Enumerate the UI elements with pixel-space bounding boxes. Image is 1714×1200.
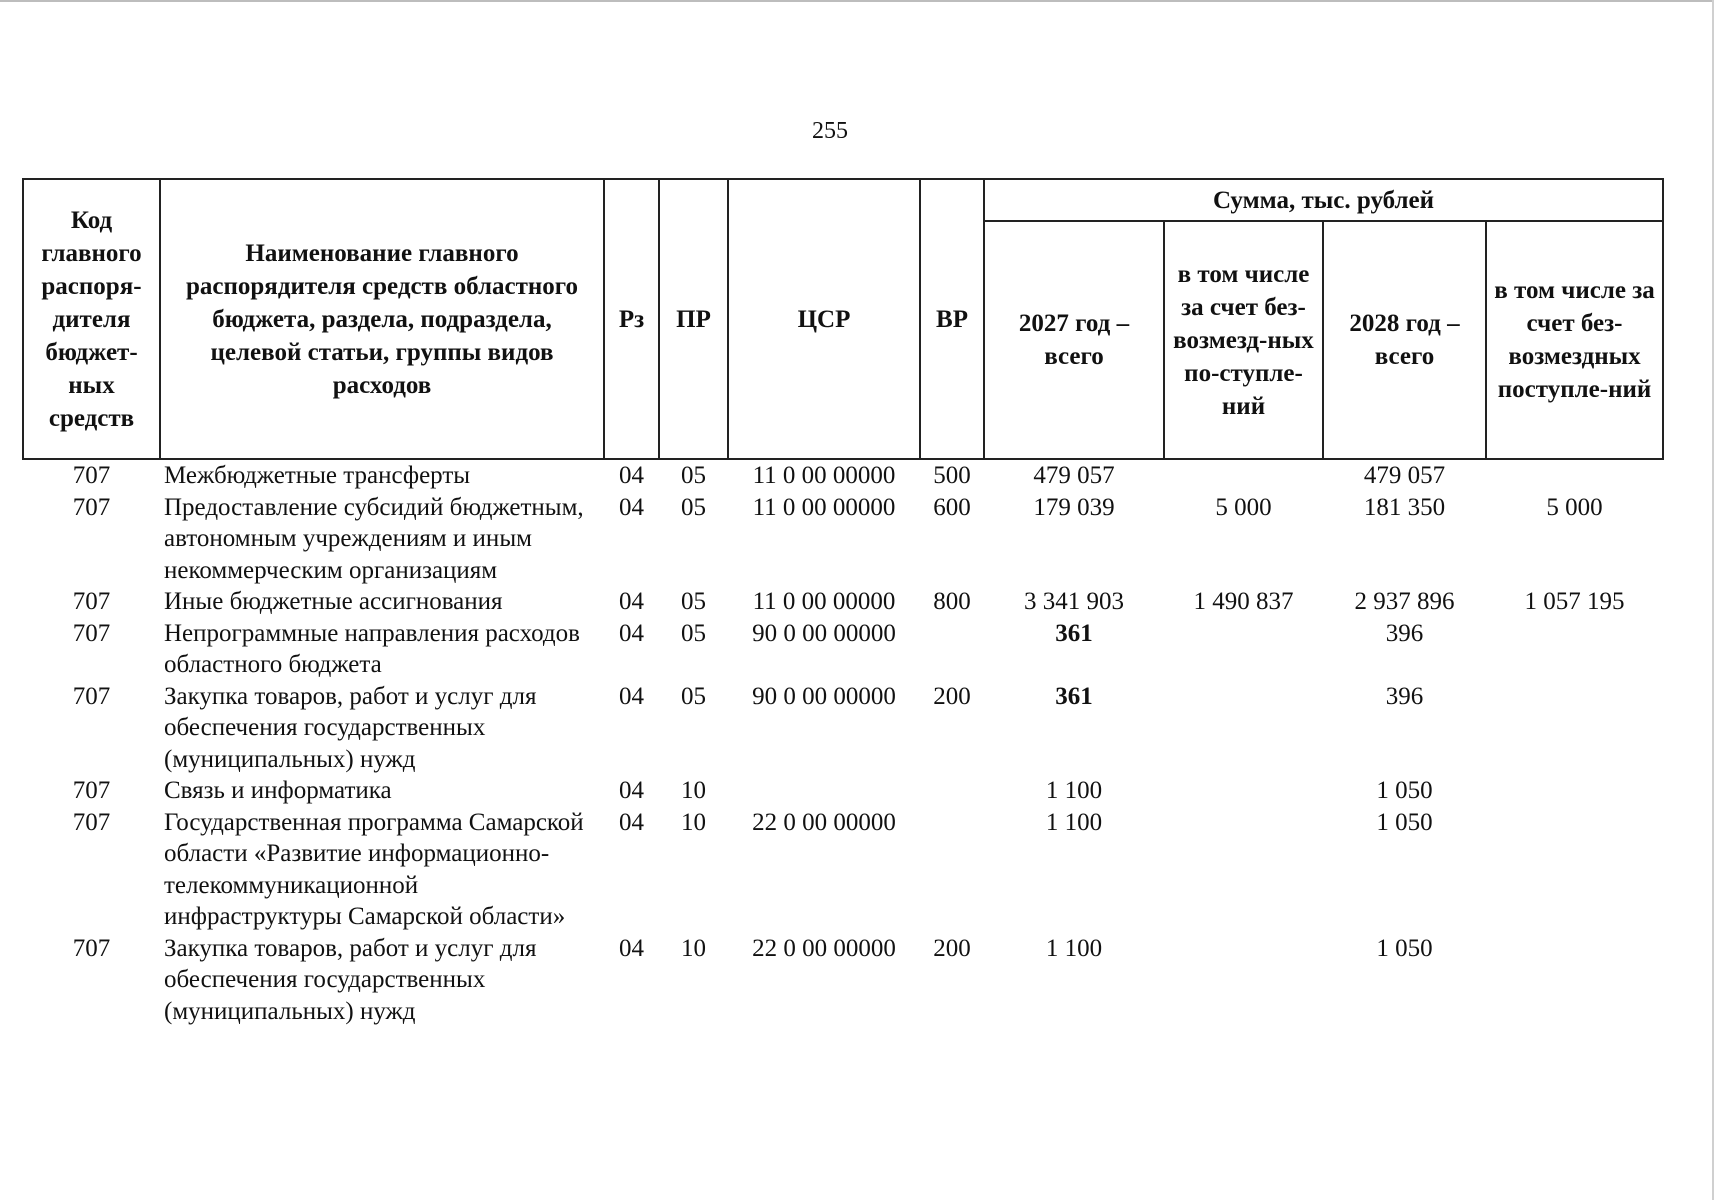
cell-pr: 05: [681, 588, 706, 615]
table-row: [23, 586, 1663, 618]
cell-code: 707: [72, 493, 111, 521]
cell-name: Связь и информатика: [164, 777, 392, 804]
header-2028-free: в том числе за счет без-возмездных поступле-ний: [1486, 221, 1663, 459]
cell-name: Закупка товаров, работ и услуг для обеспечения государственных (муниципальных) нужд: [164, 934, 537, 1025]
table-row: [23, 933, 1663, 1028]
table-row: [23, 681, 1663, 776]
cell-vr: 200: [933, 682, 971, 710]
header-vr: ВР: [920, 179, 984, 459]
budget-table: [22, 178, 1664, 1027]
cell-2027-total: 361: [1055, 619, 1093, 647]
cell-2028-total: 479 057: [1363, 462, 1446, 489]
cell-2027-total: 1 100: [1045, 934, 1103, 962]
cell-rz: 04: [619, 493, 644, 521]
cell-rz: 04: [619, 934, 644, 962]
cell-code: 707: [72, 682, 111, 710]
cell-rz: 04: [619, 808, 644, 836]
cell-2028-total: 396: [1385, 682, 1424, 710]
cell-2027-total: 479 057: [1033, 462, 1115, 489]
cell-rz: 04: [619, 777, 644, 804]
cell-rz: 04: [619, 619, 644, 647]
cell-rz: 04: [619, 462, 644, 489]
cell-code: 707: [72, 777, 111, 804]
cell-name: Иные бюджетные ассигнования: [164, 588, 503, 615]
cell-vr: [920, 618, 984, 681]
cell-code: 707: [72, 934, 111, 962]
cell-vr: 800: [933, 588, 971, 615]
cell-vr: [920, 775, 984, 807]
header-code: Код главного распоря-дителя бюджет-ных средств: [23, 179, 160, 459]
table-body: [23, 459, 1663, 1027]
cell-pr: 05: [681, 619, 706, 647]
header-sum: Сумма, тыс. рублей: [984, 179, 1663, 221]
cell-name: Государственная программа Самарской области «Развитие информационно-телекоммуникационной инфраструктуры Самарской области»: [164, 808, 584, 930]
cell-csr: 22 0 00 00000: [752, 808, 896, 836]
cell-pr: 05: [681, 493, 706, 521]
cell-pr: 05: [681, 462, 706, 489]
cell-2028-free: [1486, 681, 1663, 776]
header-rz: Рз: [604, 179, 659, 459]
cell-2028-free: [1486, 807, 1663, 933]
cell-2027-free: 5 000: [1215, 493, 1272, 521]
cell-code: 707: [72, 462, 111, 489]
cell-csr: 90 0 00 00000: [752, 682, 896, 710]
cell-vr: [920, 807, 984, 933]
cell-csr: 11 0 00 00000: [752, 493, 896, 521]
cell-2027-free: 1 490 837: [1193, 588, 1294, 615]
cell-2027-free: [1164, 681, 1323, 776]
header-2028-total: 2028 год – всего: [1323, 221, 1486, 459]
cell-vr: 500: [933, 462, 971, 489]
cell-2028-free: 5 000: [1546, 493, 1603, 521]
cell-2027-total: 1 100: [1045, 777, 1103, 804]
cell-2028-free: [1486, 933, 1663, 1028]
header-pr: ПР: [659, 179, 728, 459]
cell-2028-total: 396: [1385, 619, 1424, 647]
cell-pr: 10: [681, 934, 706, 962]
cell-name: Непрограммные направления расходов областного бюджета: [164, 619, 580, 678]
cell-2028-total: 2 937 896: [1354, 588, 1455, 615]
cell-code: 707: [72, 588, 111, 615]
cell-2028-free: 1 057 195: [1524, 588, 1625, 615]
table-row: [23, 807, 1663, 933]
cell-pr: 10: [681, 777, 706, 804]
cell-2028-free: [1486, 618, 1663, 681]
cell-2027-total: 3 341 903: [1024, 588, 1124, 615]
cell-csr: 22 0 00 00000: [752, 934, 896, 962]
cell-2027-free: [1164, 933, 1323, 1028]
cell-2028-free: [1486, 775, 1663, 807]
cell-csr: [728, 775, 920, 807]
table-row: [23, 618, 1663, 681]
cell-2027-total: 1 100: [1045, 808, 1103, 836]
cell-2028-total: 1 050: [1376, 808, 1433, 836]
cell-2027-free: [1164, 618, 1323, 681]
cell-2028-total: 181 350: [1363, 493, 1446, 521]
cell-pr: 10: [681, 808, 706, 836]
cell-rz: 04: [619, 682, 644, 710]
cell-vr: 200: [933, 934, 971, 962]
cell-2027-free: [1164, 459, 1323, 492]
cell-2027-total: 361: [1055, 682, 1093, 710]
cell-csr: 11 0 00 00000: [752, 588, 896, 615]
cell-name: Межбюджетные трансферты: [164, 462, 471, 489]
table-row: [23, 492, 1663, 587]
cell-pr: 05: [681, 682, 706, 710]
table-row: [23, 775, 1663, 807]
cell-rz: 04: [619, 588, 644, 615]
table-header: [23, 179, 1663, 459]
cell-code: 707: [72, 808, 111, 836]
header-2027-free: в том числе за счет без-возмезд-ных по-ступле-ний: [1164, 221, 1323, 459]
cell-name: Предоставление субсидий бюджетным, автономным учреждениям и иным некоммерческим организациям: [164, 493, 584, 584]
cell-code: 707: [72, 619, 111, 647]
cell-2028-total: 1 050: [1376, 777, 1433, 804]
scan-top-edge: [0, 0, 1714, 2]
cell-name: Закупка товаров, работ и услуг для обеспечения государственных (муниципальных) нужд: [164, 682, 537, 773]
cell-2027-free: [1164, 775, 1323, 807]
page-number: 255: [812, 118, 848, 144]
table-row: [23, 459, 1663, 492]
cell-csr: 90 0 00 00000: [752, 619, 896, 647]
header-name: Наименование главного распорядителя средств областного бюджета, раздела, подраздела, целевой статьи, группы видов расходов: [160, 179, 604, 459]
cell-2028-total: 1 050: [1376, 934, 1433, 962]
cell-2028-free: [1486, 459, 1663, 492]
cell-2027-total: 179 039: [1033, 493, 1115, 521]
header-csr: ЦСР: [728, 179, 920, 459]
cell-vr: 600: [933, 493, 971, 521]
header-2027-total: 2027 год – всего: [984, 221, 1164, 459]
cell-csr: 11 0 00 00000: [752, 462, 896, 489]
cell-2027-free: [1164, 807, 1323, 933]
